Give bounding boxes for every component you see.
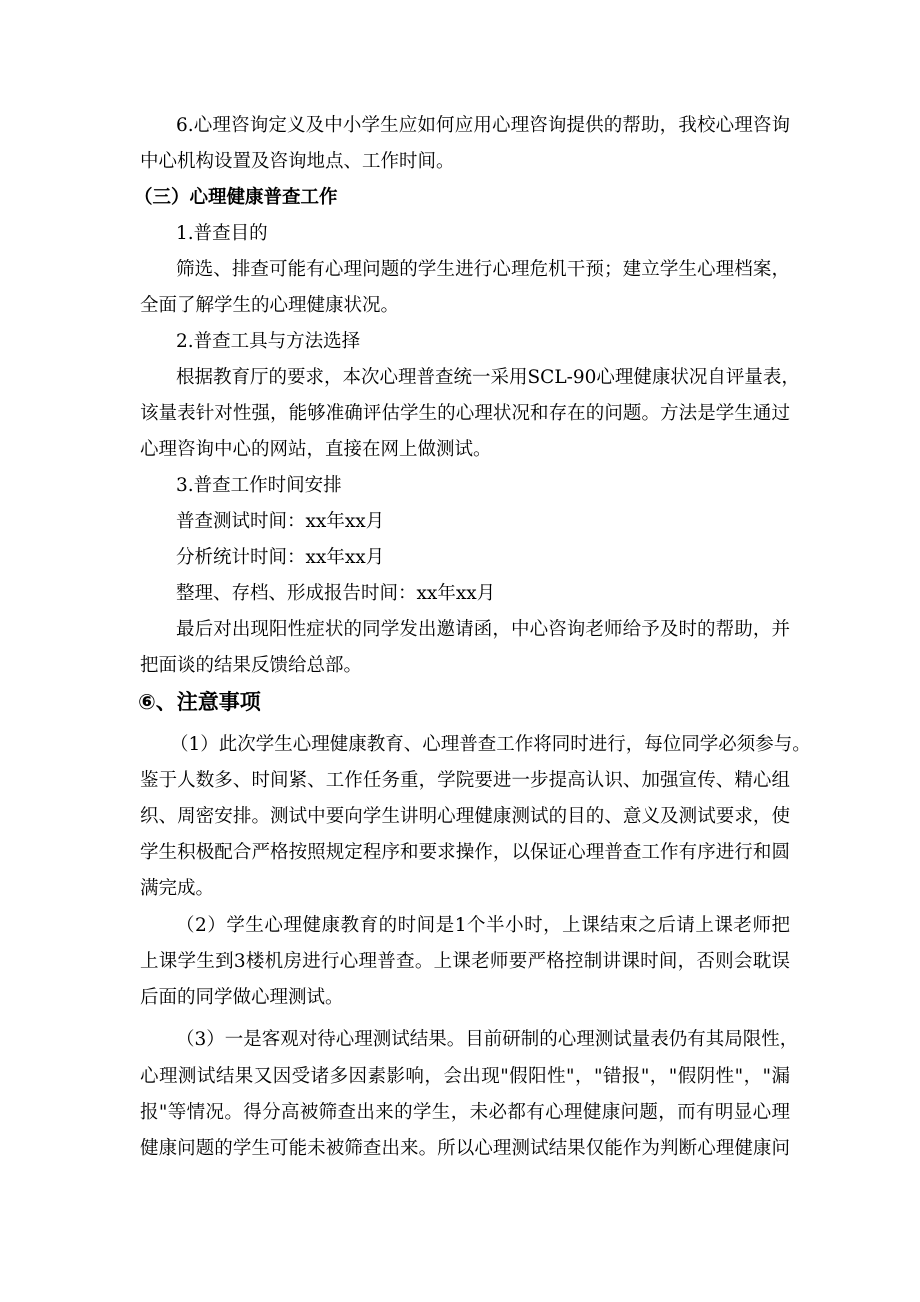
note2-line-1: （2）学生心理健康教育的时间是1个半小时，上课结束之后请上课老师把: [176, 915, 790, 936]
note2-line-2: 上课学生到3楼机房进行心理普查。上课老师要严格控制讲课时间，否则会耽误: [140, 951, 790, 972]
p1-body-line-1: 筛选、排查可能有心理问题的学生进行心理危机干预；建立学生心理档案，: [176, 259, 790, 280]
p3-item-2: 分析统计时间：xx年xx月: [176, 547, 385, 568]
section-6-heading: ⑥、注意事项: [138, 690, 261, 714]
note1-line-5: 满完成。: [140, 878, 215, 899]
p3-final-line-2: 把面谈的结果反馈给总部。: [140, 655, 363, 676]
p3-item-1: 普查测试时间：xx年xx月: [176, 511, 385, 532]
note1-line-1: （1）此次学生心理健康教育、心理普查工作将同时进行，每位同学必须参与。: [170, 734, 811, 755]
p1-title: 1.普查目的: [176, 223, 268, 244]
p3-title: 3.普查工作时间安排: [176, 475, 342, 496]
p2-body-line-1: 根据教育厅的要求，本次心理普查统一采用SCL-90心理健康状况自评量表，: [176, 367, 800, 388]
note1-line-3: 织、周密安排。测试中要向学生讲明心理健康测试的目的、意义及测试要求，使: [140, 806, 790, 827]
p3-final-line-1: 最后对出现阳性症状的同学发出邀请函，中心咨询老师给予及时的帮助，并: [176, 619, 790, 640]
note3-line-3: 报"等情况。得分高被筛查出来的学生，未必都有心理健康问题，而有明显心理: [140, 1102, 790, 1123]
item6-line-2: 中心机构设置及咨询地点、工作时间。: [140, 151, 455, 172]
p3-item-3: 整理、存档、形成报告时间：xx年xx月: [176, 583, 496, 604]
section-3-heading: （三）心理健康普查工作: [134, 187, 338, 208]
p1-body-line-2: 全面了解学生的心理健康状况。: [140, 295, 400, 316]
p2-title: 2.普查工具与方法选择: [176, 331, 361, 352]
note1-line-2: 鉴于人数多、时间紧、工作任务重，学院要进一步提高认识、加强宣传、精心组: [140, 770, 790, 791]
note2-line-3: 后面的同学做心理测试。: [140, 987, 344, 1008]
item6-line-1: 6.心理咨询定义及中小学生应如何应用心理咨询提供的帮助，我校心理咨询: [176, 115, 790, 136]
note3-line-1: （3）一是客观对待心理测试结果。目前研制的心理测试量表仍有其局限性，: [176, 1029, 799, 1050]
note1-line-4: 学生积极配合严格按照规定程序和要求操作，以保证心理普查工作有序进行和圆: [140, 842, 790, 863]
note3-line-2: 心理测试结果又因受诸多因素影响，会出现"假阳性"，"错报"，"假阴性"，"漏: [140, 1066, 790, 1087]
p2-body-line-2: 该量表针对性强，能够准确评估学生的心理状况和存在的问题。方法是学生通过: [140, 403, 790, 424]
note3-line-4: 健康问题的学生可能未被筛查出来。所以心理测试结果仅能作为判断心理健康问: [140, 1138, 790, 1159]
p2-body-line-3: 心理咨询中心的网站，直接在网上做测试。: [140, 439, 492, 460]
